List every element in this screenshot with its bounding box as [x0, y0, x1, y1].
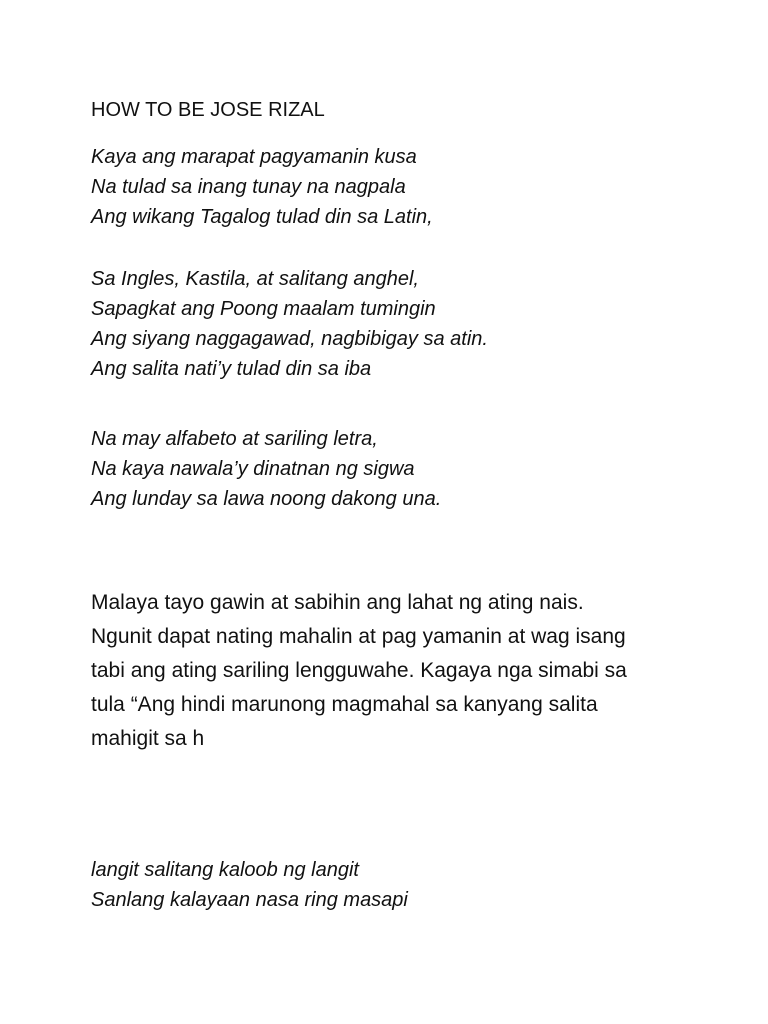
poem-line: Sapagkat ang Poong maalam tumingin [91, 298, 436, 320]
poem-line: Sa Ingles, Kastila, at salitang anghel, [91, 268, 419, 290]
poem-line: Na tulad sa inang tunay na nagpala [91, 176, 406, 198]
poem-stanza-3 [91, 424, 441, 514]
poem-line: Ang salita nati’y tulad din sa iba [91, 358, 372, 380]
prose-line: tabi ang ating sariling lengguwahe. Kagaya nga simabi sa [91, 659, 627, 682]
poem-line: langit salitang kaloob ng langit [91, 859, 359, 881]
prose-line: tula “Ang hindi marunong magmahal sa kanyang salita [91, 693, 598, 716]
poem-line: Ang wikang Tagalog tulad din sa Latin, [91, 206, 433, 228]
prose-line: Malaya tayo gawin at sabihin ang lahat ng ating nais. [91, 591, 584, 614]
document-title: HOW TO BE JOSE RIZAL [91, 99, 325, 121]
poem-line: Na may alfabeto at sariling letra, [91, 428, 378, 450]
closing-stanza [91, 855, 408, 915]
poem-line: Na kaya nawala’y dinatnan ng sigwa [91, 458, 415, 480]
prose-line: Ngunit dapat nating mahalin at pag yamanin at wag isang [91, 625, 626, 648]
poem-line: Sanlang kalayaan nasa ring masapi [91, 889, 408, 911]
poem-stanza-2 [91, 264, 488, 384]
poem-line: Ang siyang naggagawad, nagbibigay sa atin. [91, 328, 488, 350]
poem-line: Ang lunday sa lawa noong dakong una. [91, 488, 442, 510]
poem-line: Kaya ang marapat pagyamanin kusa [91, 146, 417, 168]
prose-line: mahigit sa h [91, 727, 205, 750]
poem-stanza-1 [91, 142, 433, 232]
prose-paragraph [91, 586, 731, 756]
